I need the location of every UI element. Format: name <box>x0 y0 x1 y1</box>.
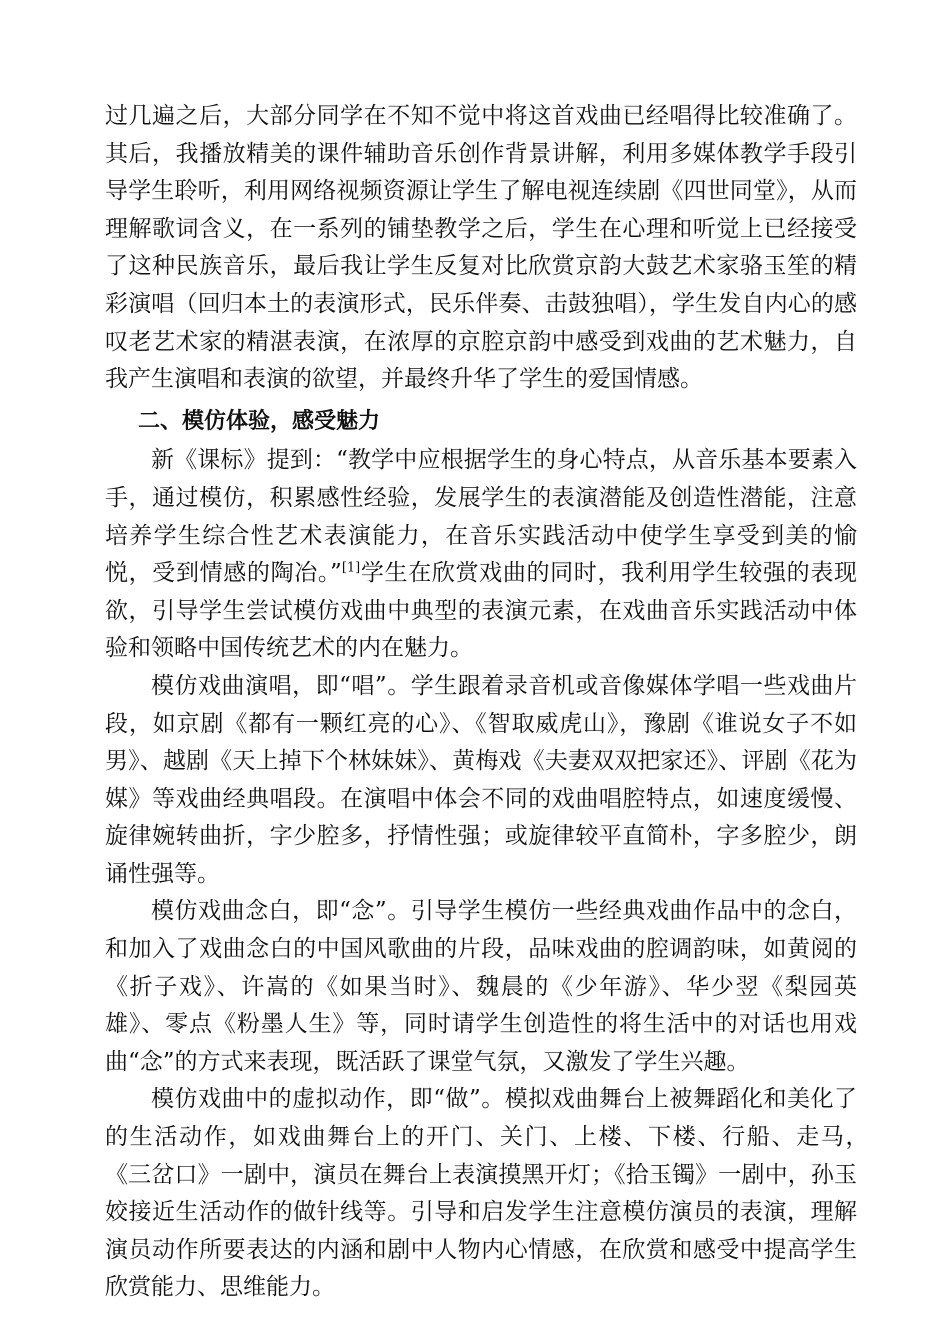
paragraph-opening: 过几遍之后，大部分同学在不知不觉中将这首戏曲已经唱得比较准确了。其后，我播放精美的课件辅助音乐创作背景讲解，利用多媒体教学手段引导学生聆听，利用网络视频资源让学生了解电视连续剧《四世同堂》，从而理解歌词含义，在一系列的铺垫教学之后，学生在心理和听觉上已经接受了这种民族音乐，最后我让学生反复对比欣赏京韵大鼓艺术家骆玉笙的精彩演唱（回归本土的表演形式，民乐伴奏、击鼓独唱），学生发自内心的感叹老艺术家的精湛表演，在浓厚的京腔京韵中感受到戏曲的艺术魅力，自我产生演唱和表演的欲望，并最终升华了学生的爱国情感。 <box>105 103 857 393</box>
paragraph-curriculum-text-continued: 学生在欣赏戏曲的同时，我利用学生较强的表现欲，引导学生尝试模仿戏曲中典型的表演元素，在戏曲音乐实践活动中体验和领略中国传统艺术的内在魅力。 <box>105 560 857 662</box>
paragraph-curriculum-text: 新《课标》提到：“教学中应根据学生的身心特点，从音乐基本要素入手，通过模仿，积累感性经验，发展学生的表演潜能及创造性潜能，注意培养学生综合性艺术表演能力，在音乐实践活动中使学生享受到美的愉悦，受到情感的陶冶。” <box>105 447 857 587</box>
paragraph-recitation: 模仿戏曲念白，即“念”。引导学生模仿一些经典戏曲作品中的念白，和加入了戏曲念白的中国风歌曲的片段，品味戏曲的腔调韵味，如黄阅的《折子戏》、许嵩的《如果当时》、魏晨的《少年游》、华少翌《梨园英雄》、零点《粉墨人生》等，同时请学生创造性的将生活中的对话也用戏曲“念”的方式来表现，既活跃了课堂气氛，又激发了学生兴趣。 <box>105 898 857 1075</box>
document-page <box>105 98 903 1307</box>
paragraph-curriculum <box>105 442 857 668</box>
section-heading: 二、模仿体验，感受魅力 <box>138 408 381 434</box>
paragraph-singing: 模仿戏曲演唱，即“唱”。学生跟着录音机或音像媒体学唱一些戏曲片段，如京剧《都有一颗红亮的心》、《智取威虎山》，豫剧《谁说女子不如男》、越剧《天上掉下个林妹妹》、黄梅戏《夫妻双双把家还》、评剧《花为媒》等戏曲经典唱段。在演唱中体会不同的戏曲唱腔特点，如速度缓慢、 旋律婉转曲折，字少腔多，抒情性强；或旋律较平直简朴，字多腔少，朗诵性强等。 <box>105 672 857 887</box>
citation-reference: [1] <box>341 560 361 576</box>
paragraph-action: 模仿戏曲中的虚拟动作，即“做”。模拟戏曲舞台上被舞蹈化和美化了的生活动作，如戏曲舞台上的开门、关门、上楼、下楼、行船、走马， 《三岔口》一剧中，演员在舞台上表演摸黑开灯；《拾玉镯》一剧中，孙玉姣接近生活动作的做针线等。引导和启发学生注意模仿演员的表演，理解演员动作所要表达的内涵和剧中人物内心情感，在欣赏和感受中提高学生欣赏能力、思维能力。 <box>105 1086 903 1301</box>
